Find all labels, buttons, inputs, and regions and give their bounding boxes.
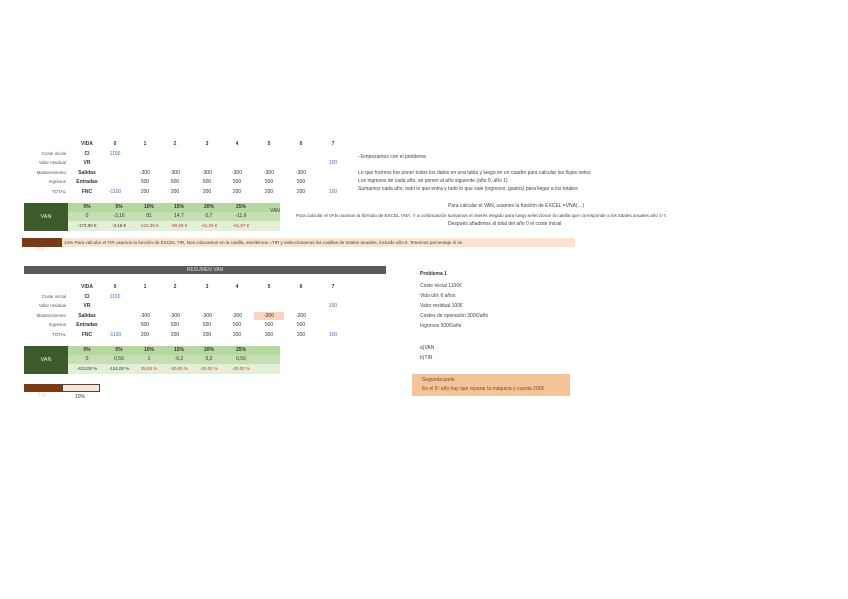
table-npv-1	[22, 140, 352, 250]
column-header: 3	[205, 141, 209, 147]
column-header: 7	[331, 141, 335, 147]
row-label: Coste inicial	[41, 150, 66, 156]
tir-calc-cell[interactable]: -423,00 %	[76, 366, 98, 371]
problem-van: a)VAN	[420, 345, 435, 351]
tir-calc-cell[interactable]: -41,33 €	[200, 223, 218, 228]
note-line: Después añadimos al total del año 0 el coste inicial	[448, 221, 562, 227]
column-header: 2	[173, 141, 177, 147]
table-row	[22, 150, 352, 158]
table-cell[interactable]: -200	[295, 312, 306, 319]
note-line: Para calcular el VAN, usamos la función de EXCEL =VNA(…)	[448, 203, 585, 209]
row-unit: FNC	[81, 188, 93, 195]
tir-calc-cell[interactable]: -20,00 %	[231, 366, 250, 371]
table-cell[interactable]: 200	[296, 331, 306, 338]
tir-calc-cell[interactable]: 35,00 %	[140, 366, 158, 371]
row-label: Ingresos	[48, 322, 66, 327]
table-cell[interactable]: 500	[296, 179, 306, 185]
van-block	[22, 203, 282, 231]
table-cell[interactable]: 1100	[109, 293, 121, 300]
table-cell[interactable]: 100	[328, 331, 338, 338]
problem-line: Coste inicial 1100€	[420, 283, 462, 289]
tir-label-cell	[22, 238, 62, 253]
table-cell[interactable]: 200	[170, 188, 180, 195]
row-label: Valor residual	[38, 160, 66, 165]
rate-cell[interactable]: 20%	[203, 347, 214, 353]
problem-line: Valor residual 100€	[420, 303, 463, 309]
table-header-row	[22, 283, 352, 291]
van-value-cell[interactable]: 14,7	[174, 213, 184, 219]
tir-calc-cell[interactable]: -122,35 €	[139, 223, 159, 228]
table-cell[interactable]: -300	[139, 169, 150, 176]
row-unit: VR	[83, 160, 91, 166]
table-row	[22, 159, 352, 167]
table-header-row	[22, 140, 352, 148]
table-row	[22, 331, 352, 339]
table-cell[interactable]: 1100	[109, 150, 121, 157]
highlight-text: En el 5º año hay que reparar la máquina y cuesta 200€	[422, 386, 545, 392]
table-cell[interactable]: 200	[202, 331, 212, 338]
table-row	[22, 178, 352, 186]
rate-cell[interactable]: 15%	[173, 204, 184, 210]
tir-calc-cell[interactable]: -80,58 €	[170, 223, 188, 228]
row-label: TOTAL	[51, 188, 66, 194]
van-value-cell[interactable]: -11,6	[235, 213, 247, 219]
table-cell[interactable]: -300	[169, 312, 180, 319]
rate-cell[interactable]: 25%	[235, 347, 246, 353]
table-cell[interactable]: 300	[264, 331, 274, 338]
row-unit: VR	[83, 303, 91, 309]
table-cell[interactable]: 500	[202, 322, 212, 328]
rate-cell[interactable]: 10%	[143, 204, 154, 210]
table-cell[interactable]: 100	[328, 188, 338, 195]
problem-line: Ingresos 500€/año	[420, 323, 462, 329]
table2-title-bar	[24, 266, 386, 274]
van-label: VAN	[24, 346, 68, 374]
table-cell[interactable]: -300	[231, 312, 242, 319]
column-header: 6	[299, 141, 303, 147]
table-cell[interactable]: 100	[328, 160, 338, 166]
column-header: 4	[235, 284, 239, 290]
row-label: Mantenimiento	[36, 169, 66, 175]
table-cell[interactable]: 200	[232, 188, 242, 195]
tir-text: 14% Para calcular el TIR usamos la función de EXCEL TIR, Nos colocamos en la casilla, escribimos =TIR y seleccionamos los casillas de totales anuales, incluido año 0. Tenemos porcentaje sí se	[64, 240, 463, 245]
rate-cell[interactable]: 0%	[83, 204, 91, 210]
table-cell[interactable]: -300	[231, 169, 242, 176]
table-cell[interactable]: 200	[140, 188, 150, 195]
van-value-cell[interactable]: 0,50	[114, 356, 124, 362]
van-value-cell[interactable]: 0,50	[236, 356, 246, 362]
table-cell[interactable]: 500	[264, 322, 274, 328]
table-cell[interactable]: -300	[263, 169, 274, 176]
table-cell[interactable]: 500	[140, 322, 150, 328]
van-block	[22, 346, 282, 374]
table-cell[interactable]: 500	[140, 179, 150, 185]
row-label: Mantenimiento	[36, 312, 66, 318]
column-header: 0	[113, 284, 117, 290]
table-cell[interactable]: -300	[169, 169, 180, 176]
tir-label: TIR	[36, 247, 45, 253]
problem-line: Costes de operación 300€/año	[420, 313, 489, 319]
column-header: 1	[143, 284, 147, 290]
column-header: 0	[113, 141, 117, 147]
table-cell[interactable]: 500	[232, 322, 242, 328]
van-value-cell[interactable]: 0	[85, 356, 89, 362]
table-cell[interactable]: -1100	[108, 331, 122, 338]
tir-row-2	[24, 384, 100, 400]
van-value-cell[interactable]: 0	[85, 213, 89, 219]
table-cell[interactable]: -300	[254, 312, 284, 320]
highlight-title: Segunda parte	[422, 377, 455, 383]
table-cell[interactable]: -300	[295, 169, 306, 176]
table-cell[interactable]: 500	[296, 322, 306, 328]
note-line: Los ingresos de cada año, se ponen al año siguiente (año 0, año 1)	[358, 178, 508, 184]
row-unit: Entradas	[76, 179, 98, 185]
table-cell[interactable]: -300	[139, 312, 150, 319]
table-cell[interactable]: 200	[140, 331, 150, 338]
table-row	[22, 188, 352, 196]
column-header: VIDA	[81, 284, 93, 290]
table-row	[22, 312, 352, 320]
tir-value-cell-2	[62, 384, 100, 400]
column-header: 6	[299, 284, 303, 290]
row-label: Valor residual	[38, 303, 66, 308]
note-line: Para calcular el VAN usamos la fórmula de EXCEL VNA. Y a continuación sumamos el interés elegido para luego seleccionar la casilla que corresponde a los totales anuales año 1-7.	[296, 213, 668, 218]
rate-cell[interactable]: 0%	[83, 347, 91, 353]
van-side-label: VAN	[270, 208, 280, 214]
table-cell[interactable]: 500	[170, 179, 180, 185]
highlight-box	[412, 374, 570, 396]
tir-value-2: 10%	[75, 394, 86, 400]
column-header: 2	[173, 284, 177, 290]
problem-line: Vida útil: 6 años	[420, 293, 456, 299]
tir-calc-cell[interactable]: -61,57 €	[232, 223, 250, 228]
column-header: 1	[143, 141, 147, 147]
column-header: 4	[235, 141, 239, 147]
row-label: Coste inicial	[41, 293, 66, 299]
table-row	[22, 321, 352, 329]
note-line: Lo que hicimos fue poner todos los datos en una tabla y luego en un cuadro para calcular los flujos netos	[358, 170, 591, 176]
column-header: VIDA	[81, 141, 93, 147]
rate-cell[interactable]: 15%	[173, 347, 184, 353]
note-line: - Empezamos con el problema	[358, 154, 426, 160]
tir-calc-cell[interactable]: -173,00 €	[77, 223, 97, 228]
table-cell[interactable]: 500	[264, 179, 274, 185]
column-header: 7	[331, 284, 335, 290]
row-unit: FNC	[81, 331, 93, 338]
rate-cell[interactable]: 20%	[203, 204, 214, 210]
table-row	[22, 293, 352, 301]
tir-label-2: TIR	[38, 393, 47, 399]
row-unit: CI	[84, 293, 90, 300]
tir-calc-cell[interactable]: -124,00 %	[108, 366, 130, 371]
problem-title: Problema 1	[420, 271, 447, 277]
table-row	[22, 302, 352, 310]
column-header: 5	[267, 141, 271, 147]
row-label: TOTAL	[51, 331, 66, 337]
tir-calc-cell[interactable]: -20,00 %	[199, 366, 218, 371]
table-cell[interactable]: 100	[328, 303, 338, 309]
column-header: 5	[267, 284, 271, 290]
tir-calc-cell[interactable]: -30,00 %	[169, 366, 188, 371]
van-value-cell[interactable]: 0,2	[205, 356, 213, 362]
row-unit: CI	[84, 150, 90, 157]
table-row	[22, 169, 352, 177]
table-cell[interactable]: -300	[201, 312, 212, 319]
table2-title: RESUMEN VAN	[186, 267, 224, 273]
table-cell[interactable]: 500	[202, 179, 212, 185]
table-cell[interactable]: 200	[170, 331, 180, 338]
row-label: Ingresos	[48, 179, 66, 184]
van-label: VAN	[24, 203, 68, 231]
table-npv-2	[22, 283, 352, 383]
table-cell[interactable]: 200	[296, 188, 306, 195]
van-value-cell[interactable]: 1	[147, 356, 151, 362]
tir-calc-cell[interactable]: -3,16 €	[111, 223, 126, 228]
van-value-cell[interactable]: -0,2	[174, 356, 184, 362]
table-cell[interactable]: 200	[202, 188, 212, 195]
rate-cell[interactable]: 5%	[115, 204, 123, 210]
rate-cell[interactable]: 5%	[115, 347, 123, 353]
table-cell[interactable]: -1100	[108, 188, 122, 195]
tir-label-cell-2	[24, 384, 62, 399]
table-cell[interactable]: 500	[232, 179, 242, 185]
row-unit: Entradas	[76, 322, 98, 328]
table-cell[interactable]: 200	[232, 331, 242, 338]
row-unit: Salidas	[78, 169, 96, 176]
van-value-cell[interactable]: -3,16	[113, 213, 125, 219]
table-cell[interactable]: 500	[170, 322, 180, 328]
van-value-cell[interactable]: 0,7	[205, 213, 213, 219]
rate-cell[interactable]: 10%	[143, 347, 154, 353]
tir-row-1	[22, 238, 575, 253]
rate-cell[interactable]: 25%	[235, 204, 246, 210]
van-value-cell[interactable]: 81	[146, 213, 152, 219]
table-cell[interactable]: -300	[201, 169, 212, 176]
column-header: 3	[205, 284, 209, 290]
note-line: Sumamos cada año, todo lo que entra y todo lo que sale (ingresos, gastos) para llegar a los totales	[358, 186, 578, 192]
row-unit: Salidas	[78, 312, 96, 319]
table-cell[interactable]: 200	[264, 188, 274, 195]
problem-tir: b)TIR	[420, 355, 433, 361]
